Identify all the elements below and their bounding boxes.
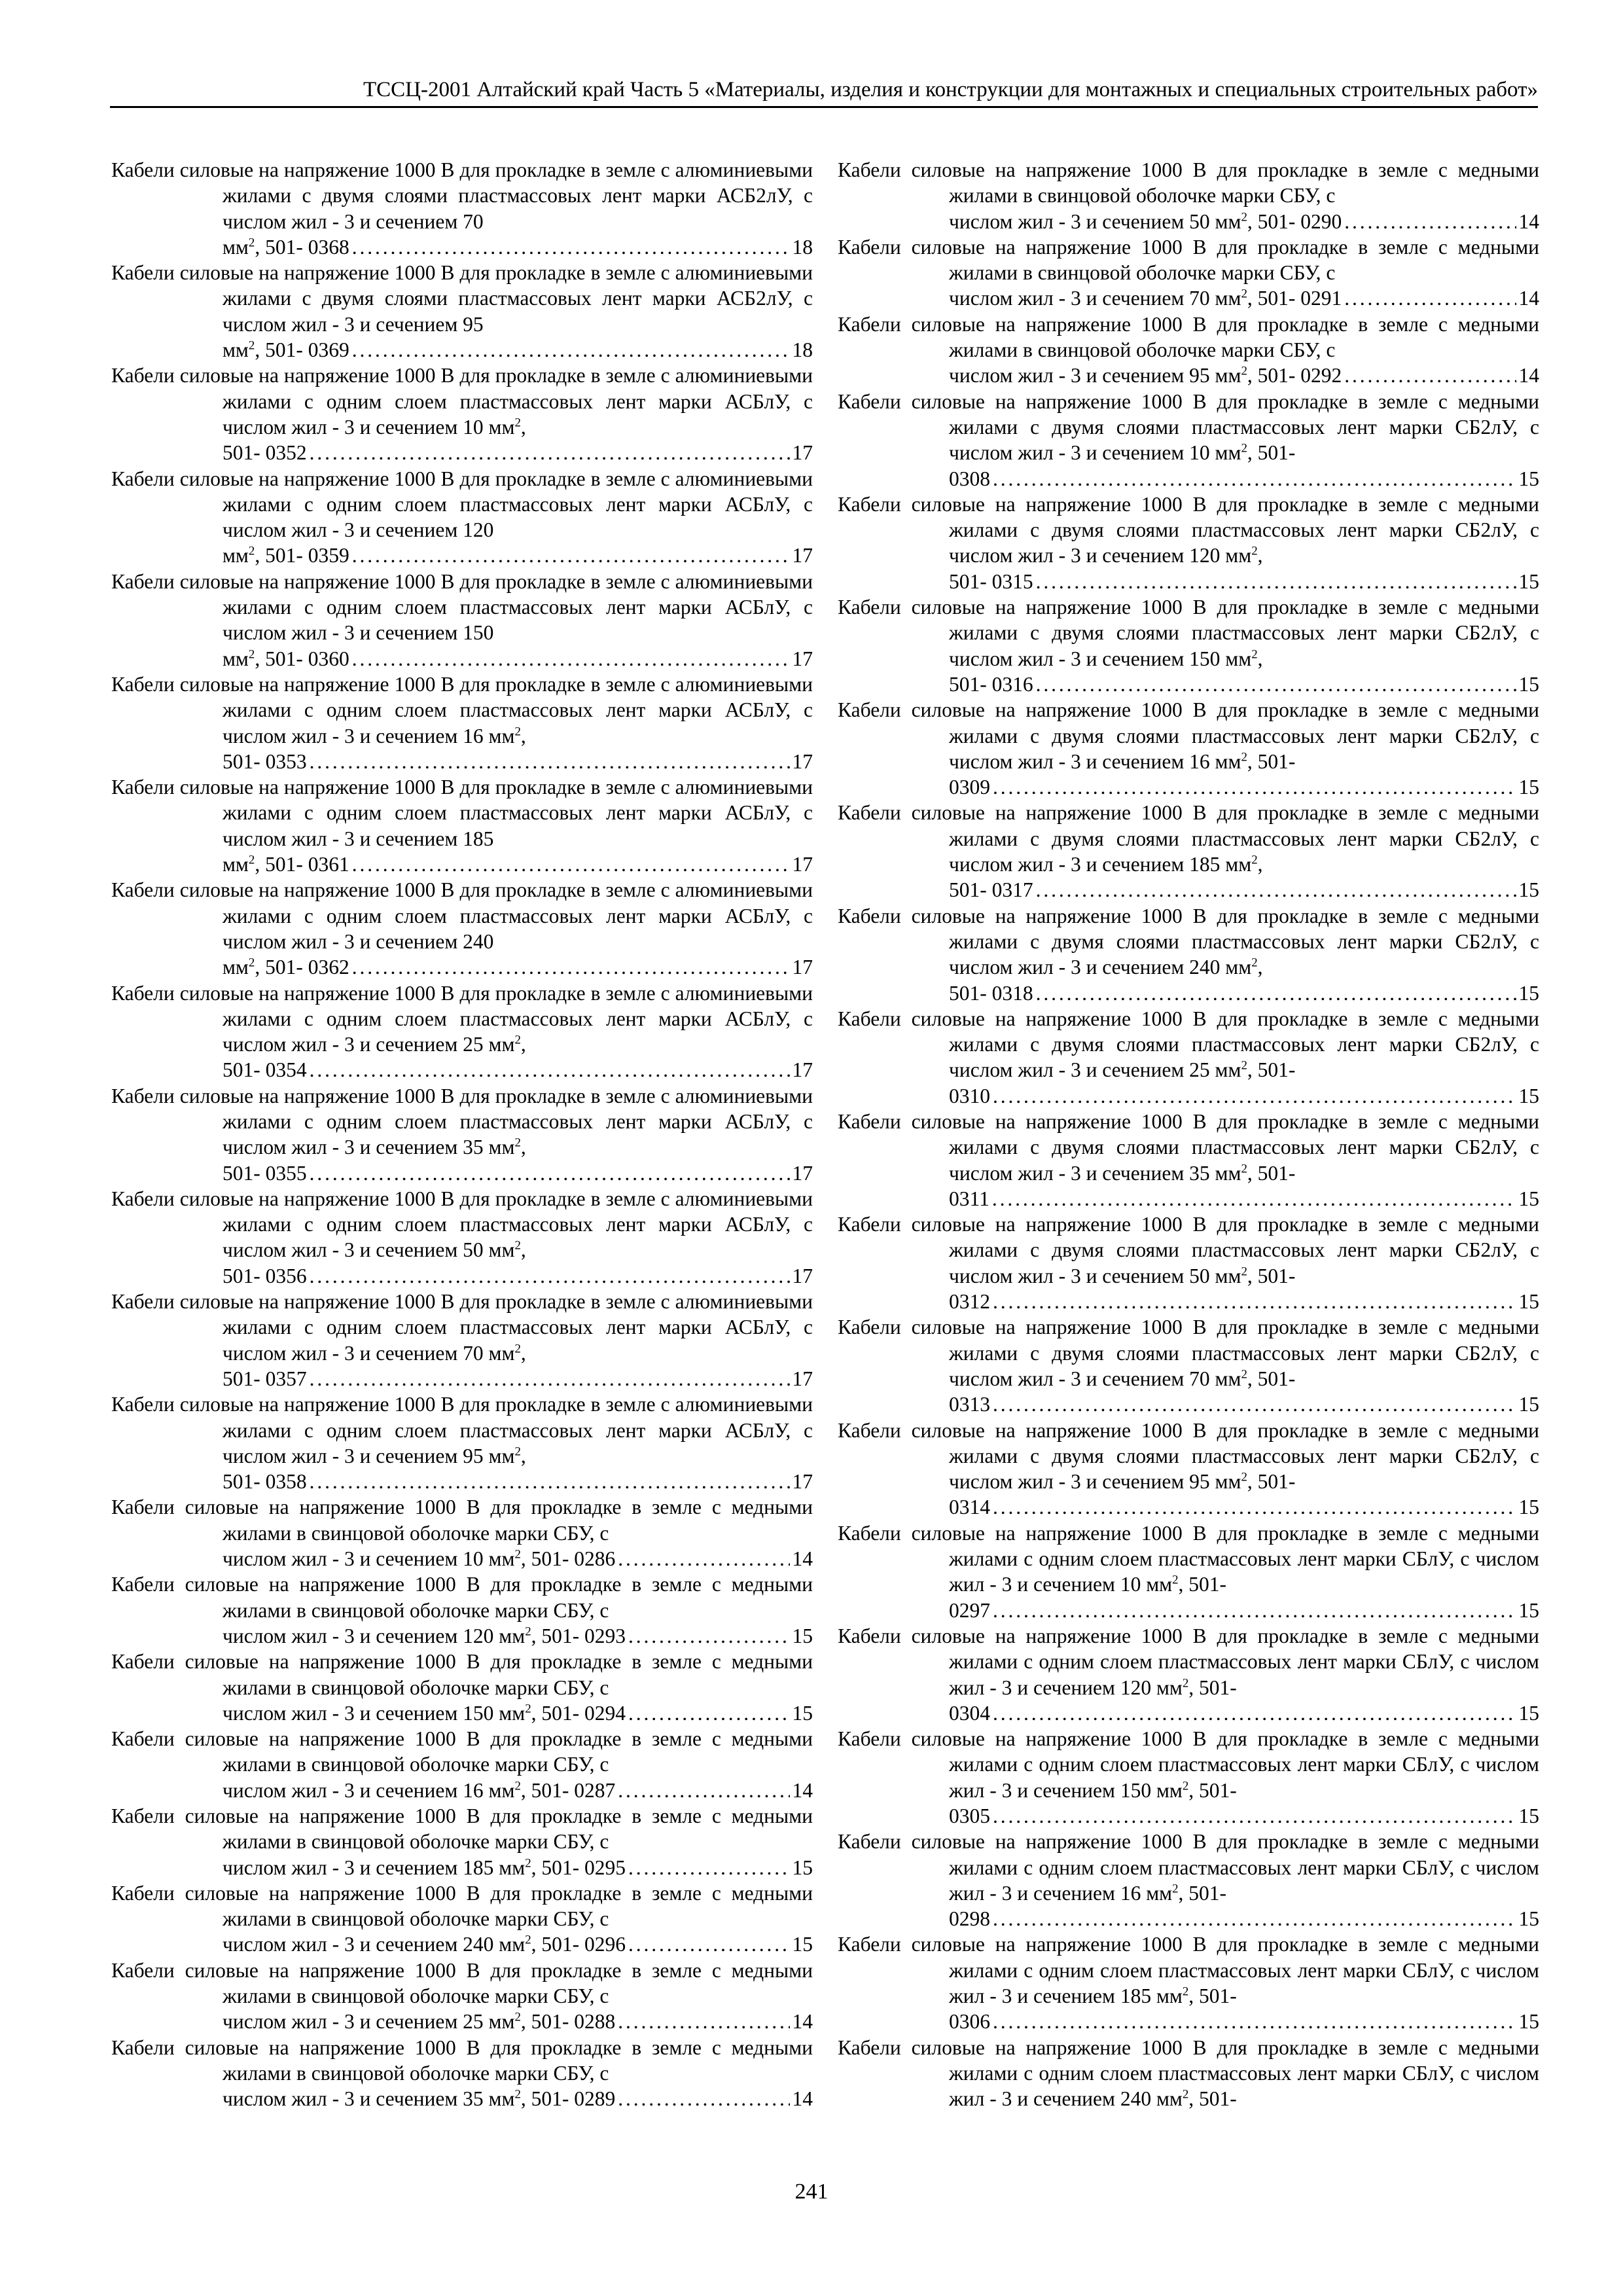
index-entry-page: 18 — [792, 235, 813, 259]
index-entry — [111, 1726, 813, 1803]
index-entry-code: 0309 — [949, 776, 990, 799]
index-entry — [111, 1958, 813, 2035]
index-entry-code: 501- 0357 — [223, 1367, 307, 1390]
index-entry-page: 15 — [1518, 1701, 1539, 1725]
index-entry-code: 501- 0315 — [949, 569, 1033, 593]
index-entry-page: 17 — [792, 1264, 813, 1287]
index-entry — [838, 903, 1539, 1006]
index-entry-tail — [949, 1700, 1539, 1726]
index-entry-tail — [949, 1289, 1539, 1314]
index-entry-code: 0304 — [949, 1701, 990, 1725]
dot-leader — [628, 1700, 789, 1726]
index-entry-tail — [223, 1778, 813, 1803]
dot-leader — [1036, 877, 1516, 903]
index-entry-page: 15 — [1518, 1804, 1539, 1827]
index-entry-tail — [223, 1546, 813, 1571]
index-entry-tail — [949, 1391, 1539, 1417]
index-entry — [111, 1289, 813, 1391]
dot-leader — [628, 1855, 789, 1880]
index-entry-code: 0314 — [949, 1496, 990, 1519]
index-entry-page: 15 — [1518, 776, 1539, 799]
index-entry-tail — [949, 1906, 1539, 1931]
dot-leader — [628, 1931, 789, 1957]
index-column-left — [111, 157, 813, 2112]
index-entry-text: Кабели силовые на напряжение 1000 В для прокладке в земле с алюминиевыми жилами с одним слоем пластмассовых лент марки АСБлУ, с числом жил - 3 и сечением 150 — [111, 569, 813, 645]
index-entry-tail — [223, 440, 813, 465]
index-entry — [838, 1726, 1539, 1829]
index-entry — [111, 1494, 813, 1571]
index-entry-tail — [949, 774, 1539, 800]
index-entry — [111, 569, 813, 672]
dot-leader — [993, 1906, 1516, 1931]
index-entry-code: 0305 — [949, 1804, 990, 1827]
index-entry-page: 17 — [792, 647, 813, 670]
index-entry-code: числом жил - 3 и сечением 185 $мм^2$, 501- 0295 — [223, 1856, 626, 1879]
index-entry — [111, 2035, 813, 2112]
index-entry-tail — [949, 285, 1539, 311]
index-entry-code: $мм^2$, 501- 0362 — [223, 956, 349, 979]
index-entry — [838, 697, 1539, 800]
index-entry-code: 501- 0353 — [223, 749, 307, 773]
dot-leader — [628, 1623, 789, 1649]
dot-leader — [1344, 363, 1516, 388]
index-entry-tail — [949, 1598, 1539, 1623]
index-entry-tail — [223, 1160, 813, 1186]
index-entry-code: числом жил - 3 и сечением 70 $мм^2$, 501- 0291 — [949, 287, 1342, 310]
index-entry-code: 501- 0356 — [223, 1264, 307, 1287]
index-entry-page: 14 — [792, 2010, 813, 2034]
dot-leader — [618, 2086, 789, 2111]
index-entry-page: 15 — [792, 1856, 813, 1879]
index-entry-code: 0306 — [949, 2010, 990, 2034]
dot-leader — [310, 1057, 790, 1083]
dot-leader — [618, 1546, 789, 1571]
index-entry-page: 15 — [1518, 467, 1539, 490]
index-entry-tail — [949, 209, 1539, 234]
dot-leader — [618, 2009, 789, 2034]
index-entry-page: 14 — [792, 2087, 813, 2111]
index-entry — [838, 1623, 1539, 1726]
dot-leader — [992, 1186, 1516, 1211]
index-entry-text: Кабели силовые на напряжение 1000 В для прокладке в земле с алюминиевыми жилами с двумя слоями пластмассовых лент марки АСБ2лУ, с числом жил - 3 и сечением 70 — [111, 158, 813, 233]
index-entry-tail — [949, 2009, 1539, 2034]
index-entry — [111, 363, 813, 465]
index-entry — [111, 466, 813, 569]
index-entry-tail — [949, 1803, 1539, 1829]
index-entry-text: Кабели силовые на напряжение 1000 В для прокладке в земле с медными жилами с двумя слоями пластмассовых лент марки СБ2лУ, с числом жил - 3 и сечением 16 $мм^2$, 501- — [838, 698, 1539, 773]
index-entry-page: 17 — [792, 956, 813, 979]
index-entry-text: Кабели силовые на напряжение 1000 В для прокладке в земле с медными жилами с одним слоем пластмассовых лент марки СБлУ, с числом жил - 3 и сечением 10 $мм^2$, 501- — [838, 1521, 1539, 1596]
index-entry-tail — [949, 980, 1539, 1006]
index-entry-page: 17 — [792, 853, 813, 876]
index-entry-page: 15 — [1518, 1598, 1539, 1622]
index-entry-page: 17 — [792, 1470, 813, 1494]
index-entry-text: Кабели силовые на напряжение 1000 В для прокладке в земле с алюминиевыми жилами с одним слоем пластмассовых лент марки АСБлУ, с числом жил - 3 и сечением 50 $мм^2$, — [111, 1187, 813, 1262]
index-entry-page: 17 — [792, 1161, 813, 1185]
index-entry-tail — [949, 466, 1539, 492]
index-entry-tail — [223, 1855, 813, 1880]
dot-leader — [310, 749, 790, 774]
index-entry-code: $мм^2$, 501- 0369 — [223, 338, 349, 362]
index-entry — [111, 1083, 813, 1186]
index-entry-text: Кабели силовые на напряжение 1000 В для прокладке в земле с медными жилами с двумя слоями пластмассовых лент марки СБ2лУ, с числом жил - 3 и сечением 240 $мм^2$, — [838, 904, 1539, 979]
index-entry-page: 17 — [792, 1367, 813, 1390]
index-entry-tail — [949, 877, 1539, 903]
index-entry-tail — [223, 954, 813, 980]
index-entry-code: 501- 0352 — [223, 441, 307, 465]
index-entry-text: Кабели силовые на напряжение 1000 В для прокладке в земле с алюминиевыми жилами с одним слоем пластмассовых лент марки АСБлУ, с числом жил - 3 и сечением 16 $мм^2$, — [111, 672, 813, 747]
index-entry-tail — [223, 852, 813, 877]
index-entry-tail — [223, 543, 813, 568]
index-entry-code: числом жил - 3 и сечением 10 $мм^2$, 501- 0286 — [223, 1547, 616, 1571]
index-entry-text: Кабели силовые на напряжение 1000 В для прокладке в земле с медными жилами с двумя слоями пластмассовых лент марки СБ2лУ, с числом жил - 3 и сечением 150 $мм^2$, — [838, 596, 1539, 670]
index-entry-page: 17 — [792, 1058, 813, 1082]
index-entry-page: 17 — [792, 441, 813, 465]
index-entry-text: Кабели силовые на напряжение 1000 В для прокладке в земле с медными жилами с двумя слоями пластмассовых лент марки СБ2лУ, с числом жил - 3 и сечением 10 $мм^2$, 501- — [838, 389, 1539, 465]
dot-leader — [618, 1778, 789, 1803]
index-entry — [111, 1649, 813, 1726]
dot-leader — [993, 1289, 1516, 1314]
index-entry-text: Кабели силовые на напряжение 1000 В для прокладке в земле с алюминиевыми жилами с одним слоем пластмассовых лент марки АСБлУ, с числом жил - 3 и сечением 10 $мм^2$, — [111, 364, 813, 439]
index-entry-tail — [949, 672, 1539, 697]
index-entry-page: 15 — [792, 1624, 813, 1647]
dot-leader — [993, 1803, 1516, 1829]
index-entry-text: Кабели силовые на напряжение 1000 В для прокладке в земле с медными жилами с одним слоем пластмассовых лент марки СБлУ, с числом жил - 3 и сечением 240 $мм^2$, 501- — [838, 2036, 1539, 2111]
index-entry-text: Кабели силовые на напряжение 1000 В для прокладке в земле с алюминиевыми жилами с одним слоем пластмассовых лент марки АСБлУ, с числом жил - 3 и сечением 185 — [111, 776, 813, 850]
index-entry — [838, 1829, 1539, 1931]
index-entry-page: 14 — [792, 1778, 813, 1802]
index-entry-tail — [223, 1700, 813, 1726]
index-entry — [111, 774, 813, 877]
index-entry-code: 0308 — [949, 467, 990, 490]
index-entry-text: Кабели силовые на напряжение 1000 В для прокладке в земле с алюминиевыми жилами с одним слоем пластмассовых лент марки АСБлУ, с числом жил - 3 и сечением 70 $мм^2$, — [111, 1290, 813, 1365]
index-entry-text: Кабели силовые на напряжение 1000 В для прокладке в земле с медными жилами в свинцовой оболочке марки СБУ, с — [111, 1958, 813, 2008]
index-entry-page: 17 — [792, 749, 813, 773]
index-entry-page: 15 — [1518, 569, 1539, 593]
dot-leader — [993, 1083, 1516, 1109]
index-entry-page: 15 — [1518, 1084, 1539, 1107]
index-entry-text: Кабели силовые на напряжение 1000 В для прокладке в земле с медными жилами с одним слоем пластмассовых лент марки СБлУ, с числом жил - 3 и сечением 185 $мм^2$, 501- — [838, 1933, 1539, 2008]
index-entry-tail — [949, 363, 1539, 388]
index-entry-code: 501- 0317 — [949, 878, 1033, 902]
dot-leader — [352, 852, 790, 877]
index-entry-code: 0310 — [949, 1084, 990, 1107]
dot-leader — [352, 337, 790, 363]
dot-leader — [310, 1263, 790, 1289]
index-entry-text: Кабели силовые на напряжение 1000 В для прокладке в земле с медными жилами в свинцовой оболочке марки СБУ, с — [111, 2036, 813, 2085]
index-entry — [111, 980, 813, 1083]
index-entry — [111, 672, 813, 774]
index-entry-code: числом жил - 3 и сечением 120 $мм^2$, 501- 0293 — [223, 1624, 626, 1647]
index-entry-code: 501- 0354 — [223, 1058, 307, 1082]
index-entry-code: числом жил - 3 и сечением 16 $мм^2$, 501- 0287 — [223, 1778, 616, 1802]
dot-leader — [1036, 569, 1516, 594]
index-entry-text: Кабели силовые на напряжение 1000 В для прокладке в земле с алюминиевыми жилами с одним слоем пластмассовых лент марки АСБлУ, с числом жил - 3 и сечением 35 $мм^2$, — [111, 1084, 813, 1159]
index-entry-tail — [223, 337, 813, 363]
index-entry — [838, 594, 1539, 697]
index-entry-text: Кабели силовые на напряжение 1000 В для прокладке в земле с алюминиевыми жилами с одним слоем пластмассовых лент марки АСБлУ, с числом жил - 3 и сечением 240 — [111, 878, 813, 953]
index-entry — [838, 312, 1539, 389]
index-entry-code: 0312 — [949, 1290, 990, 1314]
index-entry — [838, 1211, 1539, 1314]
index-entry-code: 501- 0316 — [949, 672, 1033, 696]
index-entry — [838, 2035, 1539, 2112]
index-entry-text: Кабели силовые на напряжение 1000 В для прокладке в земле с медными жилами с двумя слоями пластмассовых лент марки СБ2лУ, с числом жил - 3 и сечением 120 $мм^2$, — [838, 492, 1539, 567]
index-entry-text: Кабели силовые на напряжение 1000 В для прокладке в земле с медными жилами с двумя слоями пластмассовых лент марки СБ2лУ, с числом жил - 3 и сечением 25 $мм^2$, 501- — [838, 1007, 1539, 1082]
index-entry-page: 14 — [792, 1547, 813, 1571]
index-entry-code: числом жил - 3 и сечением 25 $мм^2$, 501- 0288 — [223, 2010, 616, 2034]
index-entry-page: 15 — [1518, 1187, 1539, 1210]
index-entry-tail — [949, 569, 1539, 594]
index-entry-tail — [223, 1469, 813, 1494]
index-entry — [111, 1803, 813, 1880]
dot-leader — [352, 646, 790, 672]
dot-leader — [993, 1391, 1516, 1417]
index-entry-tail — [223, 1263, 813, 1289]
index-entry-text: Кабели силовые на напряжение 1000 В для прокладке в земле с медными жилами в свинцовой оболочке марки СБУ, с — [111, 1496, 813, 1545]
index-entry-code: $мм^2$, 501- 0359 — [223, 544, 349, 567]
dot-leader — [1036, 980, 1516, 1006]
dot-leader — [310, 440, 790, 465]
index-entry-text: Кабели силовые на напряжение 1000 В для прокладке в земле с медными жилами в свинцовой оболочке марки СБУ, с — [838, 235, 1539, 285]
index-entry — [838, 1520, 1539, 1623]
index-entry-tail — [223, 234, 813, 260]
index-entry-page: 15 — [1518, 1907, 1539, 1931]
index-entry-page: 15 — [1518, 1496, 1539, 1519]
index-entry-tail — [949, 1083, 1539, 1109]
index-entry-text: Кабели силовые на напряжение 1000 В для прокладке в земле с медными жилами в свинцовой оболочке марки СБУ, с — [111, 1573, 813, 1622]
index-entry-tail — [223, 1057, 813, 1083]
index-entry — [111, 260, 813, 363]
index-entry-page: 17 — [792, 544, 813, 567]
index-entry-text: Кабели силовые на напряжение 1000 В для прокладке в земле с медными жилами с двумя слоями пластмассовых лент марки СБ2лУ, с числом жил - 3 и сечением 70 $мм^2$, 501- — [838, 1316, 1539, 1390]
index-entry — [111, 1391, 813, 1494]
index-entry — [111, 1880, 813, 1958]
index-entry-page: 15 — [1518, 981, 1539, 1005]
dot-leader — [993, 1700, 1516, 1726]
index-entry-page: 15 — [1518, 672, 1539, 696]
index-entry-page: 15 — [1518, 2010, 1539, 2034]
index-entry-page: 15 — [1518, 1393, 1539, 1416]
index-entry-text: Кабели силовые на напряжение 1000 В для прокладке в земле с медными жилами в свинцовой оболочке марки СБУ, с — [838, 312, 1539, 362]
index-entry-text: Кабели силовые на напряжение 1000 В для прокладке в земле с медными жилами с двумя слоями пластмассовых лент марки СБ2лУ, с числом жил - 3 и сечением 35 $мм^2$, 501- — [838, 1109, 1539, 1185]
index-entry-text: Кабели силовые на напряжение 1000 В для прокладке в земле с медными жилами в свинцовой оболочке марки СБУ, с — [111, 1881, 813, 1931]
index-entry — [838, 1314, 1539, 1417]
index-entry — [111, 157, 813, 260]
index-entry-code: 0313 — [949, 1393, 990, 1416]
index-entry-text: Кабели силовые на напряжение 1000 В для прокладке в земле с медными жилами в свинцовой оболочке марки СБУ, с — [111, 1804, 813, 1854]
index-entry-code: $мм^2$, 501- 0368 — [223, 235, 349, 259]
index-entry — [838, 800, 1539, 903]
index-entry-code: $мм^2$, 501- 0360 — [223, 647, 349, 670]
index-entry-tail — [223, 1931, 813, 1957]
index-entry — [838, 1109, 1539, 1211]
index-entry-tail — [223, 2009, 813, 2034]
index-entry-text: Кабели силовые на напряжение 1000 В для прокладке в земле с алюминиевыми жилами с одним слоем пластмассовых лент марки АСБлУ, с числом жил - 3 и сечением 25 $мм^2$, — [111, 981, 813, 1056]
index-entry-text: Кабели силовые на напряжение 1000 В для прокладке в земле с медными жилами с одним слоем пластмассовых лент марки СБлУ, с числом жил - 3 и сечением 16 $мм^2$, 501- — [838, 1830, 1539, 1905]
index-entry-text: Кабели силовые на напряжение 1000 В для прокладке в земле с алюминиевыми жилами с двумя слоями пластмассовых лент марки АСБ2лУ, с числом жил - 3 и сечением 95 — [111, 261, 813, 336]
dot-leader — [1344, 285, 1516, 311]
index-entry-page: 18 — [792, 338, 813, 362]
index-entry-text: Кабели силовые на напряжение 1000 В для прокладке в земле с алюминиевыми жилами с одним слоем пластмассовых лент марки АСБлУ, с числом жил - 3 и сечением 120 — [111, 467, 813, 542]
index-entry-page: 15 — [792, 1933, 813, 1956]
dot-leader — [1036, 672, 1516, 697]
index-entry-text: Кабели силовые на напряжение 1000 В для прокладке в земле с медными жилами с двумя слоями пластмассовых лент марки СБ2лУ, с числом жил - 3 и сечением 50 $мм^2$, 501- — [838, 1213, 1539, 1287]
index-entry-tail — [223, 749, 813, 774]
index-entry-tail — [223, 646, 813, 672]
index-entry-page: 14 — [1518, 287, 1539, 310]
index-entry-text: Кабели силовые на напряжение 1000 В для прокладке в земле с медными жилами с одним слоем пластмассовых лент марки СБлУ, с числом жил - 3 и сечением 150 $мм^2$, 501- — [838, 1727, 1539, 1802]
index-entry-page: 15 — [1518, 1290, 1539, 1314]
dot-leader — [310, 1366, 790, 1391]
dot-leader — [993, 1494, 1516, 1520]
index-entry-text: Кабели силовые на напряжение 1000 В для прокладке в земле с медными жилами в свинцовой оболочке марки СБУ, с — [111, 1650, 813, 1699]
index-entry-tail — [949, 1186, 1539, 1211]
index-entry-tail — [223, 2086, 813, 2111]
page-header: ТССЦ-2001 Алтайский край Часть 5 «Материалы, изделия и конструкции для монтажных и специальных строительных работ» — [110, 73, 1538, 108]
index-entry-text: Кабели силовые на напряжение 1000 В для прокладке в земле с медными жилами в свинцовой оболочке марки СБУ, с — [838, 158, 1539, 207]
index-entry-code: 501- 0355 — [223, 1161, 307, 1185]
index-entry-text: Кабели силовые на напряжение 1000 В для прокладке в земле с алюминиевыми жилами с одним слоем пластмассовых лент марки АСБлУ, с числом жил - 3 и сечением 95 $мм^2$, — [111, 1393, 813, 1467]
index-entry-page: 14 — [1518, 364, 1539, 387]
index-column-right — [838, 157, 1539, 2112]
dot-leader — [352, 954, 790, 980]
index-entry-code: 501- 0358 — [223, 1470, 307, 1494]
dot-leader — [993, 2009, 1516, 2034]
index-entry-page: 14 — [1518, 209, 1539, 233]
index-entry — [111, 1186, 813, 1289]
dot-leader — [352, 234, 790, 260]
dot-leader — [993, 774, 1516, 800]
index-entry — [111, 877, 813, 980]
index-entry-code: 501- 0318 — [949, 981, 1033, 1005]
index-entry-code: $мм^2$, 501- 0361 — [223, 853, 349, 876]
index-entry — [111, 1571, 813, 1649]
index-entry-tail — [223, 1366, 813, 1391]
index-entry-text: Кабели силовые на напряжение 1000 В для прокладке в земле с медными жилами с одним слоем пластмассовых лент марки СБлУ, с числом жил - 3 и сечением 120 $мм^2$, 501- — [838, 1624, 1539, 1699]
index-entry-tail — [949, 1494, 1539, 1520]
index-entry-code: 0298 — [949, 1907, 990, 1931]
dot-leader — [993, 1598, 1516, 1623]
index-entry-code: числом жил - 3 и сечением 35 $мм^2$, 501- 0289 — [223, 2087, 616, 2111]
index-entry-text: Кабели силовые на напряжение 1000 В для прокладке в земле с медными жилами с двумя слоями пластмассовых лент марки СБ2лУ, с числом жил - 3 и сечением 95 $мм^2$, 501- — [838, 1418, 1539, 1494]
index-entry-code: числом жил - 3 и сечением 50 $мм^2$, 501- 0290 — [949, 209, 1342, 233]
index-entry — [838, 157, 1539, 234]
index-entry-code: числом жил - 3 и сечением 240 $мм^2$, 501- 0296 — [223, 1933, 626, 1956]
dot-leader — [352, 543, 790, 568]
index-entry-text: Кабели силовые на напряжение 1000 В для прокладке в земле с медными жилами в свинцовой оболочке марки СБУ, с — [111, 1727, 813, 1776]
dot-leader — [310, 1160, 790, 1186]
dot-leader — [310, 1469, 790, 1494]
index-entry-code: числом жил - 3 и сечением 150 $мм^2$, 501- 0294 — [223, 1701, 626, 1725]
index-entry-text: Кабели силовые на напряжение 1000 В для прокладке в земле с медными жилами с двумя слоями пластмассовых лент марки СБ2лУ, с числом жил - 3 и сечением 185 $мм^2$, — [838, 801, 1539, 876]
index-entry-code: числом жил - 3 и сечением 95 $мм^2$, 501- 0292 — [949, 364, 1342, 387]
index-entry-page: 15 — [1518, 878, 1539, 902]
index-entry — [838, 492, 1539, 594]
index-entry — [838, 1931, 1539, 2034]
index-entry — [838, 389, 1539, 492]
dot-leader — [1344, 209, 1516, 234]
index-entry — [838, 1006, 1539, 1109]
dot-leader — [993, 466, 1516, 492]
index-entry-tail — [223, 1623, 813, 1649]
index-entry — [838, 234, 1539, 312]
page-number: 241 — [794, 2179, 829, 2204]
index-entry — [838, 1418, 1539, 1520]
index-entry-code: 0311 — [949, 1187, 990, 1210]
index-entry-page: 15 — [792, 1701, 813, 1725]
index-entry-code: 0297 — [949, 1598, 990, 1622]
